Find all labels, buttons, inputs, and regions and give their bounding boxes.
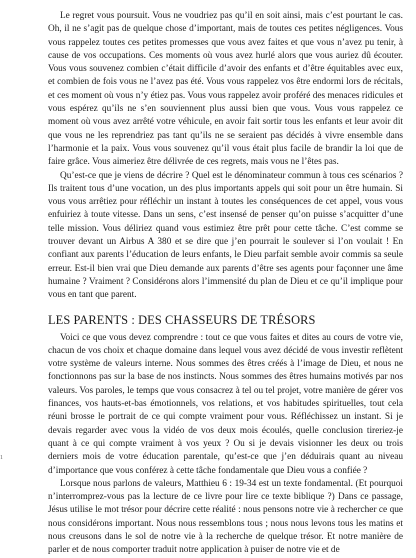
body-paragraph: Le regret vous poursuit. Vous ne voudriez pas qu’il en soit ainsi, mais c’est pourtant le cas. Oh, il ne s’agit pas de quelque chose d’important, mais de toutes ces petites négligences. Vous vous rappelez toutes ces petites promesses que vous avez faites et que vous n’avez pu tenir, à cause de vos occupations. Ces moments où vous avez hurlé alors que vous auriez dû écouter. Vous vous souvenez combien c’était difficile d’avoir des enfants et d’être équitables avec eux, et combien de fois vous ne l’avez pas été. Vous vous rappelez vos être endormi lors de récitals, et ces moment où vous n’y étiez pas. Vous vous rappelez avoir proféré des menaces ridicules et vous espérez qu’ils ne s’en souviennent plus aussi bien que vous. Vous vous rappelez ce moment où vous avez arrêté votre véhicule, en avoir fait sortir tous les enfants et leur avoir dit que vous ne les reprendriez pas tant qu’ils ne se seraient pas décidés à vivre ensemble dans l’harmonie et la paix. Vous vous souvenez qu’il vous était plus facile de brandir la loi que de faire grâce. Vous aimeriez être délivrée de ces regrets, mais vous ne l’êtes pas. bbox=[48, 11, 403, 168]
body-paragraph: Qu’est-ce que je viens de décrire ? Quel est le dénominateur commun à tous ces scénarios ? Ils traitent tous d’une vocation, un des plus importants appels qui soit pour un être humain. Si vous vous arrêtiez pour réfléchir un instant à toutes les conséquences de cet appel, vous vous enfuiriez à toute vitesse. Dans un sens, c’est insensé de penser qu’on puisse s’acquitter d’une telle mission. Vous déliriez quand vous estimiez être prêt pour cette tâche. C’est comme se trouver devant un Airbus A 380 et se dire que j’en pourrait le soulever si l’on voulait ! En confiant aux parents l’éducation de leurs enfants, le Dieu parfait semble avoir commis sa seule erreur. Est-il bien vrai que Dieu demande aux parents d’être ses agents pour façonner une âme humaine ? Vraiment ? Considérons alors l’immensité du plan de Dieu et ce qu’il implique pour vous en tant que parent. bbox=[48, 170, 403, 301]
body-paragraph: Voici ce que vous devez comprendre : tout ce que vous faites et dites au cours de votre vie, chacun de vos choix et chaque domaine dans lequel vous avez décidé de vous investir reflètent votre système de valeurs interne. Nous sommes des êtres créés à l’image de Dieu, et nous ne fonctionnons pas sur la base de nos instincts. Nous sommes des êtres humains motivés par nos valeurs. Vos paroles, le temps que vous consacrez à tel ou tel projet, votre manière de gérer vos finances, vos hauts-et-bas émotionnels, vos relations, et vos habitudes spirituelles, tout cela réuni brosse le portrait de ce qui compte vraiment pour vous. Réfléchissez un instant. Si je devais regarder avec vous la vidéo de vos deux mois écoulés, quelle conclusion tireriez-je quant à ce qui compte vraiment à vos yeux ? Ou si je devais visionner les deux ou trois derniers mois de votre éducation parentale, qu’est-ce que j’en déduirais quant au niveau d’importance que vous conférez à cette tâche fondamentale que Dieu vous a confiée ? bbox=[48, 332, 403, 476]
margin-mark: 1 bbox=[0, 455, 3, 461]
body-paragraph: Lorsque nous parlons de valeurs, Matthieu 6 : 19-34 est un texte fondamental. (Et pourquoi n’interromprez-vous pas la lecture de ce livre pour lire ce texte biblique ?) Dans ce passage, Jésus utilise le mot trésor pour décrire cette réalité : nous pensons notre vie à rechercher ce que nous considérons important. Nous nous ressemblons tous ; nous nous levons tous les matins et nous creusons dans le sol de notre vie à la recherche de quelque trésor. Et notre manière de parler et de nous comporter traduit notre application à puiser de notre vie et de bbox=[48, 478, 403, 556]
document-page bbox=[48, 10, 403, 558]
section-heading: LES PARENTS : DES CHASSEURS DE TRÉSORS bbox=[48, 312, 316, 327]
